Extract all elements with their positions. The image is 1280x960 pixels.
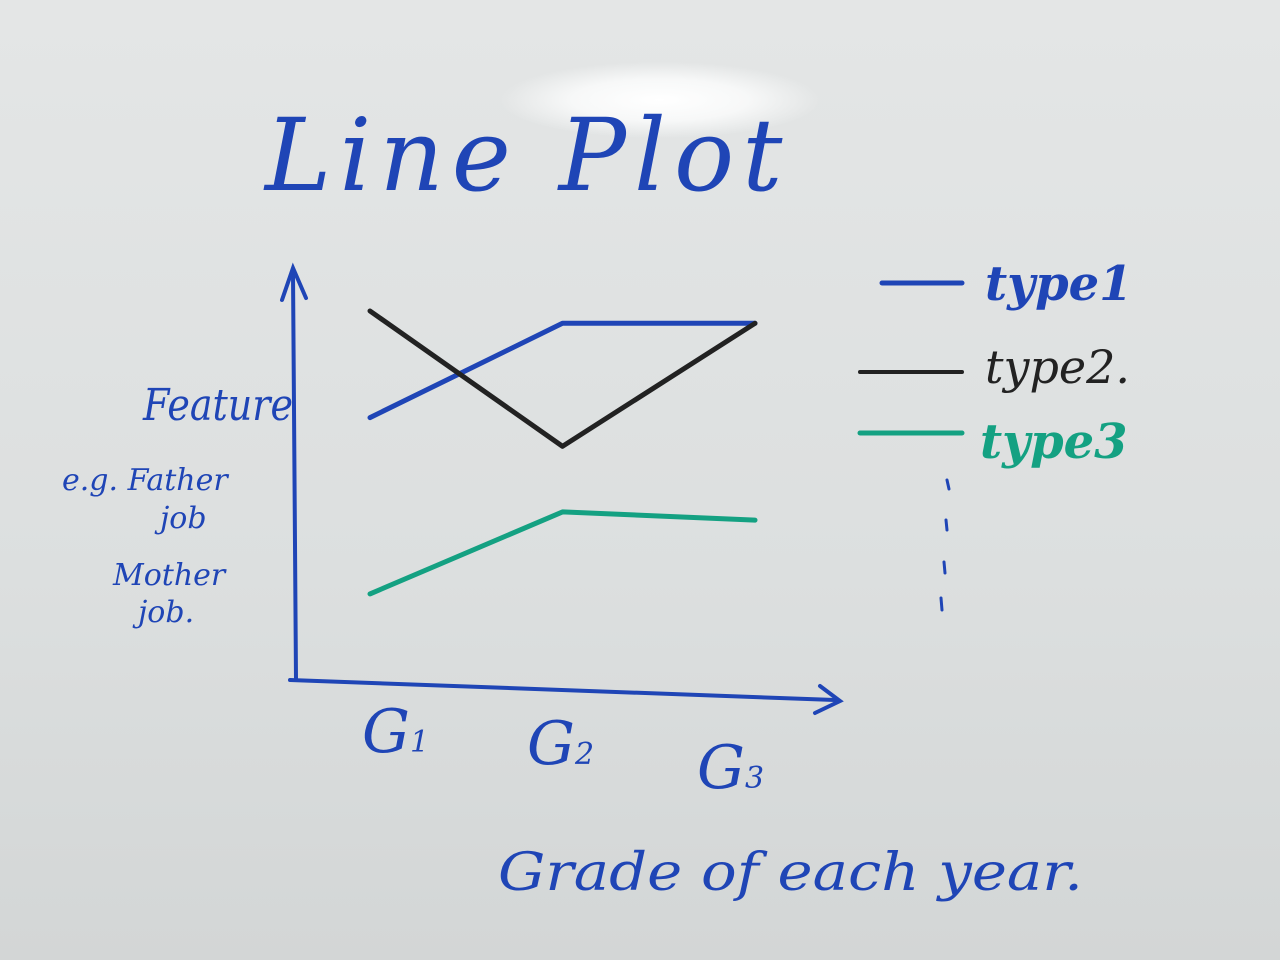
x-tick-labels — [362, 697, 764, 803]
series-line-type3 — [370, 512, 755, 594]
y-note-line-3: Mother — [113, 558, 226, 593]
y-axis-label: Feature — [142, 380, 293, 431]
series-point-type2-g2 — [561, 445, 564, 448]
series-point-type2-g3 — [754, 322, 757, 325]
y-note-line-2: job — [160, 501, 207, 536]
series-point-type1-g1 — [369, 416, 372, 419]
legend-label-type1: type1 — [985, 256, 1133, 312]
legend — [860, 256, 1133, 610]
y-note-line-4: job. — [138, 595, 195, 630]
y-note-line-1: e.g. Father — [62, 463, 228, 498]
x-tick-label-g1: G1 — [362, 697, 430, 767]
legend-label-type3: type3 — [980, 414, 1128, 470]
series-point-type3-g1 — [369, 592, 372, 595]
series-layer — [369, 310, 757, 596]
series-point-type3-g3 — [754, 519, 757, 522]
series-point-type3-g2 — [561, 510, 564, 513]
x-tick-label-g2: G2 — [527, 709, 595, 779]
legend-ellipsis — [941, 480, 949, 610]
series-line-type2 — [370, 311, 755, 446]
y-axis-note — [62, 463, 229, 630]
series-point-type1-g2 — [561, 322, 564, 325]
x-axis-label: Grade of each year. — [498, 843, 1083, 903]
series-point-type2-g1 — [369, 310, 372, 313]
y-axis — [282, 268, 306, 680]
legend-label-type2: type2. — [985, 340, 1131, 394]
chart-title: Line Plot — [265, 97, 791, 214]
series-line-type1 — [370, 323, 755, 417]
x-tick-label-g3: G3 — [697, 733, 765, 803]
